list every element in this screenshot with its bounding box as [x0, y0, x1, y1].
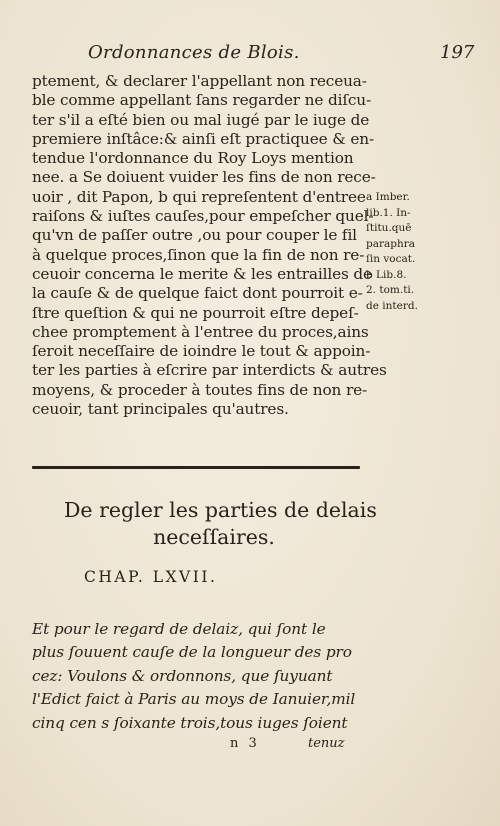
- text-line: chee promptement à l'entree du proces,ains: [32, 322, 369, 341]
- text-line: ceuoir concerna le merite & les entrailles de: [32, 264, 372, 283]
- text-line: moyens, & proceder à toutes fins de non re-: [32, 380, 368, 399]
- margin-note-line: de interd.: [366, 299, 418, 312]
- text-line: ble comme appellant ſans regarder ne diſcu-: [32, 91, 372, 110]
- section-divider: [32, 466, 360, 469]
- text-line: ter les parties à eſcrire par interdicts & autres: [32, 361, 387, 380]
- margin-note-line: b Lib.8.: [366, 268, 407, 281]
- chapter-heading: CHAP. LXVII.: [84, 568, 218, 586]
- italic-paragraph: [32, 618, 362, 735]
- italic-text-line: plus ſouuent cauſe de la longueur des pro: [32, 643, 352, 662]
- text-line: raiſons & iuſtes cauſes,pour empeſcher quel-: [32, 207, 374, 226]
- catchword: tenuz: [308, 736, 345, 751]
- text-line: ter s'il a eſté bien ou mal iugé par le iuge de: [32, 110, 370, 129]
- text-line: ceuoir, tant principales qu'autres.: [32, 400, 289, 419]
- text-line: qu'vn de paſſer outre ,ou pour couper le fil: [32, 226, 357, 245]
- text-line: la cauſe & de quelque faict dont pourroit e-: [32, 284, 363, 303]
- text-line: ptement, & declarer l'appellant non receua-: [32, 72, 367, 90]
- margin-note-line: paraphra: [366, 237, 416, 250]
- text-line: tendue l'ordonnance du Roy Loys mention: [32, 149, 354, 168]
- text-line: ſeroit neceſſaire de ioindre le tout & appoin-: [32, 342, 371, 361]
- text-line: ſtre queſtion & qui ne pourroit eſtre depeſ-: [32, 303, 359, 322]
- italic-text-line: cinq cen s ſoixante trois,tous iuges ſoient: [32, 713, 348, 732]
- margin-note-line: ſtitu.quē: [366, 222, 412, 234]
- italic-text-line: cez: Voulons & ordonnons, que ſuyuant: [32, 666, 333, 685]
- running-title: Ordonnances de Blois.: [88, 42, 300, 63]
- text-line: nee. a Se doiuent vuider les fins de non rece-: [32, 168, 376, 187]
- text-line: premiere inſtâce:& ainſi eſt practiquee & en-: [32, 129, 375, 148]
- italic-text-line: l'Edict faict à Paris au moys de Ianuier,mil: [32, 690, 356, 709]
- margin-note-line: a Imber.: [366, 191, 410, 203]
- section-title-line: neceſſaires.: [153, 525, 275, 549]
- margin-notes: [366, 190, 436, 314]
- text-line: à quelque proces,ſinon que la fin de non re-: [32, 245, 365, 264]
- margin-note-line: ſin vocat.: [366, 253, 416, 265]
- margin-note-line: lib.1. In-: [366, 206, 411, 219]
- margin-note-line: 2. tom.ti.: [366, 284, 415, 296]
- section-title: [64, 497, 377, 551]
- text-line: uoir , dit Papon, b qui repreſentent d'entree: [32, 187, 366, 206]
- section-title-line: De regler les parties de delais: [64, 498, 377, 522]
- page-number: 197: [440, 42, 475, 63]
- signature-mark: n 3: [230, 736, 260, 751]
- italic-text-line: Et pour le regard de delaiz, qui ſont le: [32, 620, 326, 638]
